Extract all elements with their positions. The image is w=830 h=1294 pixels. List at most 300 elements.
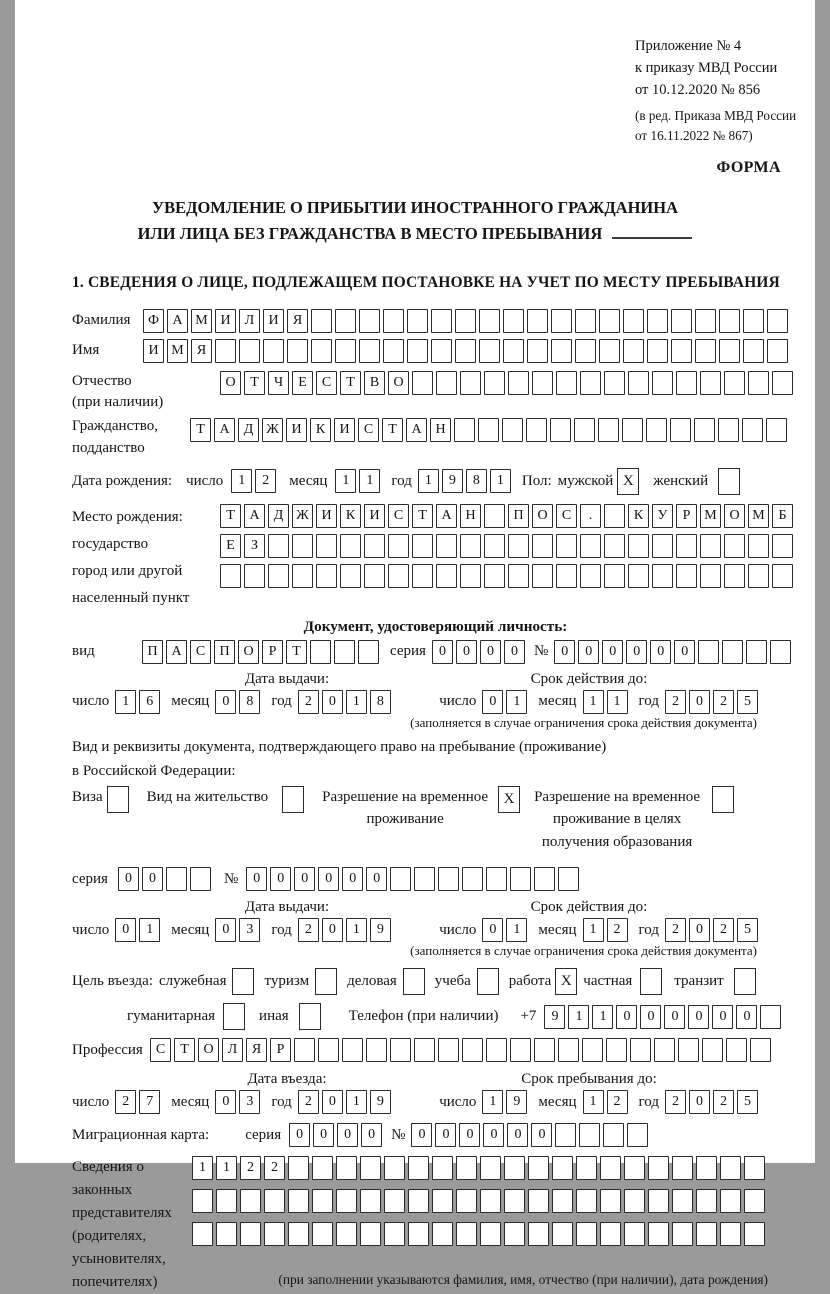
char-box[interactable] xyxy=(340,534,361,558)
char-box[interactable]: Т xyxy=(286,640,307,664)
char-box[interactable]: 2 xyxy=(115,1090,136,1114)
char-box[interactable]: Ж xyxy=(292,504,313,528)
char-box[interactable] xyxy=(504,1189,525,1213)
char-box[interactable] xyxy=(720,1222,741,1246)
identity-doc-series-boxes[interactable] xyxy=(432,640,528,664)
char-box[interactable] xyxy=(456,1156,477,1180)
char-box[interactable] xyxy=(654,1038,675,1062)
stay-year-boxes[interactable] xyxy=(665,1090,761,1114)
char-box[interactable] xyxy=(698,640,719,664)
char-box[interactable]: 1 xyxy=(418,469,439,493)
char-box[interactable] xyxy=(408,1222,429,1246)
char-box[interactable]: 0 xyxy=(688,1005,709,1029)
char-box[interactable] xyxy=(696,1156,717,1180)
char-box[interactable] xyxy=(480,1156,501,1180)
entry-day-boxes[interactable] xyxy=(115,1090,163,1114)
stay-day-boxes[interactable] xyxy=(482,1090,530,1114)
char-box[interactable]: У xyxy=(652,504,673,528)
char-box[interactable] xyxy=(600,1222,621,1246)
char-box[interactable] xyxy=(318,1038,339,1062)
char-box[interactable] xyxy=(652,564,673,588)
char-box[interactable] xyxy=(460,371,481,395)
char-box[interactable] xyxy=(510,1038,531,1062)
char-box[interactable]: К xyxy=(628,504,649,528)
char-box[interactable] xyxy=(574,418,595,442)
char-box[interactable]: О xyxy=(198,1038,219,1062)
representatives-boxes-3[interactable] xyxy=(192,1222,768,1246)
char-box[interactable] xyxy=(503,339,524,363)
char-box[interactable]: Р xyxy=(270,1038,291,1062)
char-box[interactable]: 1 xyxy=(231,469,252,493)
char-box[interactable] xyxy=(556,371,577,395)
char-box[interactable] xyxy=(552,1156,573,1180)
char-box[interactable]: 0 xyxy=(289,1123,310,1147)
char-box[interactable] xyxy=(192,1222,213,1246)
char-box[interactable] xyxy=(624,1156,645,1180)
char-box[interactable] xyxy=(744,1156,765,1180)
birth-place-boxes-1[interactable] xyxy=(220,504,796,528)
char-box[interactable] xyxy=(624,1222,645,1246)
char-box[interactable] xyxy=(720,1156,741,1180)
char-box[interactable] xyxy=(215,339,236,363)
char-box[interactable] xyxy=(646,418,667,442)
char-box[interactable]: Л xyxy=(222,1038,243,1062)
char-box[interactable]: 0 xyxy=(664,1005,685,1029)
char-box[interactable] xyxy=(696,1189,717,1213)
char-box[interactable]: 1 xyxy=(139,918,160,942)
char-box[interactable]: 0 xyxy=(142,867,163,891)
char-box[interactable] xyxy=(312,1189,333,1213)
char-box[interactable] xyxy=(220,564,241,588)
char-box[interactable] xyxy=(239,339,260,363)
char-box[interactable] xyxy=(484,534,505,558)
char-box[interactable]: 9 xyxy=(544,1005,565,1029)
char-box[interactable] xyxy=(772,371,793,395)
char-box[interactable] xyxy=(558,1038,579,1062)
char-box[interactable]: Ж xyxy=(262,418,283,442)
char-box[interactable] xyxy=(652,371,673,395)
char-box[interactable] xyxy=(384,1156,405,1180)
char-box[interactable]: 0 xyxy=(215,1090,236,1114)
char-box[interactable]: 1 xyxy=(506,918,527,942)
char-box[interactable] xyxy=(604,564,625,588)
char-box[interactable] xyxy=(552,1222,573,1246)
char-box[interactable] xyxy=(432,1189,453,1213)
char-box[interactable] xyxy=(383,339,404,363)
char-box[interactable]: 2 xyxy=(607,1090,628,1114)
char-box[interactable] xyxy=(720,1189,741,1213)
char-box[interactable]: И xyxy=(316,504,337,528)
char-box[interactable]: И xyxy=(364,504,385,528)
char-box[interactable] xyxy=(192,1189,213,1213)
char-box[interactable] xyxy=(360,1156,381,1180)
purpose-business-checkbox[interactable] xyxy=(403,968,425,995)
char-box[interactable] xyxy=(484,371,505,395)
char-box[interactable]: Т xyxy=(340,371,361,395)
char-box[interactable]: В xyxy=(364,371,385,395)
char-box[interactable] xyxy=(364,534,385,558)
char-box[interactable] xyxy=(478,418,499,442)
char-box[interactable] xyxy=(748,564,769,588)
char-box[interactable]: 0 xyxy=(674,640,695,664)
char-box[interactable] xyxy=(700,371,721,395)
char-box[interactable]: 9 xyxy=(506,1090,527,1114)
char-box[interactable] xyxy=(508,371,529,395)
char-box[interactable]: М xyxy=(700,504,721,528)
char-box[interactable] xyxy=(414,867,435,891)
char-box[interactable] xyxy=(460,564,481,588)
birth-place-boxes-2[interactable] xyxy=(220,534,796,558)
residence-issue-month-boxes[interactable] xyxy=(215,918,263,942)
char-box[interactable] xyxy=(772,534,793,558)
identity-issue-year-boxes[interactable] xyxy=(298,690,394,714)
char-box[interactable] xyxy=(648,1156,669,1180)
char-box[interactable]: И xyxy=(286,418,307,442)
char-box[interactable]: 1 xyxy=(359,469,380,493)
char-box[interactable] xyxy=(582,1038,603,1062)
purpose-tourism-checkbox[interactable] xyxy=(315,968,337,995)
char-box[interactable] xyxy=(556,534,577,558)
char-box[interactable] xyxy=(627,1123,648,1147)
char-box[interactable]: 1 xyxy=(346,918,367,942)
char-box[interactable] xyxy=(648,1222,669,1246)
char-box[interactable] xyxy=(432,1156,453,1180)
char-box[interactable]: М xyxy=(191,309,212,333)
char-box[interactable]: 1 xyxy=(115,690,136,714)
char-box[interactable] xyxy=(288,1222,309,1246)
char-box[interactable]: 0 xyxy=(115,918,136,942)
char-box[interactable]: 5 xyxy=(737,1090,758,1114)
char-box[interactable]: 3 xyxy=(239,918,260,942)
char-box[interactable]: 1 xyxy=(216,1156,237,1180)
char-box[interactable]: 0 xyxy=(322,1090,343,1114)
residence-issue-year-boxes[interactable] xyxy=(298,918,394,942)
char-box[interactable]: 0 xyxy=(626,640,647,664)
birth-day-boxes[interactable] xyxy=(231,469,279,493)
char-box[interactable]: И xyxy=(215,309,236,333)
char-box[interactable] xyxy=(628,564,649,588)
char-box[interactable]: С xyxy=(358,418,379,442)
purpose-transit-checkbox[interactable] xyxy=(734,968,756,995)
char-box[interactable] xyxy=(504,1156,525,1180)
char-box[interactable] xyxy=(623,339,644,363)
char-box[interactable] xyxy=(484,564,505,588)
char-box[interactable] xyxy=(742,418,763,442)
given-name-boxes[interactable] xyxy=(143,339,791,363)
char-box[interactable] xyxy=(316,564,337,588)
residence-expiry-day-boxes[interactable] xyxy=(482,918,530,942)
char-box[interactable]: Ч xyxy=(268,371,289,395)
char-box[interactable]: 0 xyxy=(504,640,525,664)
char-box[interactable] xyxy=(240,1222,261,1246)
char-box[interactable] xyxy=(292,564,313,588)
char-box[interactable] xyxy=(551,309,572,333)
char-box[interactable] xyxy=(408,1189,429,1213)
char-box[interactable]: Т xyxy=(382,418,403,442)
char-box[interactable] xyxy=(598,418,619,442)
char-box[interactable]: А xyxy=(214,418,235,442)
char-box[interactable] xyxy=(438,1038,459,1062)
char-box[interactable] xyxy=(436,534,457,558)
char-box[interactable] xyxy=(600,1189,621,1213)
char-box[interactable] xyxy=(552,1189,573,1213)
char-box[interactable]: 0 xyxy=(459,1123,480,1147)
char-box[interactable] xyxy=(726,1038,747,1062)
identity-issue-day-boxes[interactable] xyxy=(115,690,163,714)
char-box[interactable] xyxy=(312,1156,333,1180)
char-box[interactable]: 0 xyxy=(246,867,267,891)
char-box[interactable] xyxy=(216,1189,237,1213)
char-box[interactable] xyxy=(676,534,697,558)
char-box[interactable] xyxy=(503,309,524,333)
char-box[interactable] xyxy=(743,309,764,333)
char-box[interactable] xyxy=(456,1222,477,1246)
char-box[interactable] xyxy=(480,1189,501,1213)
char-box[interactable]: 8 xyxy=(370,690,391,714)
char-box[interactable] xyxy=(623,309,644,333)
char-box[interactable] xyxy=(575,339,596,363)
entry-month-boxes[interactable] xyxy=(215,1090,263,1114)
char-box[interactable]: 0 xyxy=(480,640,501,664)
identity-issue-month-boxes[interactable] xyxy=(215,690,263,714)
char-box[interactable]: Д xyxy=(238,418,259,442)
char-box[interactable] xyxy=(604,534,625,558)
char-box[interactable]: 2 xyxy=(240,1156,261,1180)
char-box[interactable]: О xyxy=(238,640,259,664)
char-box[interactable] xyxy=(480,1222,501,1246)
char-box[interactable] xyxy=(412,534,433,558)
char-box[interactable]: 0 xyxy=(689,690,710,714)
char-box[interactable] xyxy=(240,1189,261,1213)
char-box[interactable] xyxy=(580,564,601,588)
char-box[interactable] xyxy=(335,309,356,333)
char-box[interactable] xyxy=(263,339,284,363)
char-box[interactable]: М xyxy=(748,504,769,528)
char-box[interactable]: И xyxy=(263,309,284,333)
char-box[interactable]: С xyxy=(388,504,409,528)
char-box[interactable] xyxy=(746,640,767,664)
char-box[interactable] xyxy=(407,339,428,363)
char-box[interactable]: 0 xyxy=(342,867,363,891)
char-box[interactable] xyxy=(695,339,716,363)
char-box[interactable]: К xyxy=(340,504,361,528)
char-box[interactable]: 7 xyxy=(139,1090,160,1114)
char-box[interactable]: 2 xyxy=(665,690,686,714)
char-box[interactable]: П xyxy=(508,504,529,528)
char-box[interactable] xyxy=(772,564,793,588)
char-box[interactable] xyxy=(336,1189,357,1213)
char-box[interactable]: 0 xyxy=(507,1123,528,1147)
char-box[interactable] xyxy=(264,1222,285,1246)
char-box[interactable]: А xyxy=(166,640,187,664)
char-box[interactable]: Р xyxy=(262,640,283,664)
char-box[interactable] xyxy=(750,1038,771,1062)
char-box[interactable]: А xyxy=(244,504,265,528)
char-box[interactable] xyxy=(316,534,337,558)
purpose-study-checkbox[interactable] xyxy=(477,968,499,995)
char-box[interactable] xyxy=(414,1038,435,1062)
char-box[interactable]: 0 xyxy=(616,1005,637,1029)
char-box[interactable]: 1 xyxy=(346,1090,367,1114)
char-box[interactable]: 2 xyxy=(264,1156,285,1180)
char-box[interactable] xyxy=(724,564,745,588)
char-box[interactable]: Д xyxy=(268,504,289,528)
char-box[interactable]: Т xyxy=(174,1038,195,1062)
char-box[interactable]: 5 xyxy=(737,918,758,942)
char-box[interactable] xyxy=(576,1189,597,1213)
char-box[interactable] xyxy=(719,339,740,363)
char-box[interactable]: 2 xyxy=(298,690,319,714)
char-box[interactable]: 0 xyxy=(318,867,339,891)
char-box[interactable] xyxy=(599,339,620,363)
char-box[interactable] xyxy=(479,309,500,333)
char-box[interactable] xyxy=(294,1038,315,1062)
char-box[interactable]: 0 xyxy=(712,1005,733,1029)
char-box[interactable]: 0 xyxy=(482,918,503,942)
char-box[interactable]: К xyxy=(310,418,331,442)
char-box[interactable]: П xyxy=(142,640,163,664)
char-box[interactable]: Я xyxy=(287,309,308,333)
char-box[interactable]: 1 xyxy=(592,1005,613,1029)
char-box[interactable]: 0 xyxy=(650,640,671,664)
char-box[interactable]: З xyxy=(244,534,265,558)
char-box[interactable] xyxy=(767,339,788,363)
char-box[interactable] xyxy=(384,1222,405,1246)
char-box[interactable]: 0 xyxy=(270,867,291,891)
char-box[interactable] xyxy=(696,1222,717,1246)
char-box[interactable]: 0 xyxy=(118,867,139,891)
char-box[interactable] xyxy=(766,418,787,442)
char-box[interactable]: 0 xyxy=(640,1005,661,1029)
char-box[interactable] xyxy=(526,418,547,442)
char-box[interactable] xyxy=(454,418,475,442)
char-box[interactable] xyxy=(628,534,649,558)
char-box[interactable] xyxy=(695,309,716,333)
char-box[interactable] xyxy=(431,339,452,363)
char-box[interactable] xyxy=(702,1038,723,1062)
char-box[interactable] xyxy=(767,309,788,333)
char-box[interactable] xyxy=(268,534,289,558)
char-box[interactable] xyxy=(310,640,331,664)
char-box[interactable] xyxy=(292,534,313,558)
char-box[interactable]: Е xyxy=(292,371,313,395)
char-box[interactable] xyxy=(288,1156,309,1180)
char-box[interactable] xyxy=(216,1222,237,1246)
char-box[interactable]: Ф xyxy=(143,309,164,333)
char-box[interactable] xyxy=(287,339,308,363)
char-box[interactable] xyxy=(648,1189,669,1213)
char-box[interactable] xyxy=(384,1189,405,1213)
char-box[interactable]: 2 xyxy=(665,918,686,942)
char-box[interactable] xyxy=(166,867,187,891)
char-box[interactable] xyxy=(508,564,529,588)
char-box[interactable]: 2 xyxy=(713,1090,734,1114)
char-box[interactable]: А xyxy=(167,309,188,333)
char-box[interactable]: 1 xyxy=(346,690,367,714)
char-box[interactable]: И xyxy=(143,339,164,363)
migration-card-number-boxes[interactable] xyxy=(411,1123,651,1147)
char-box[interactable] xyxy=(462,1038,483,1062)
char-box[interactable] xyxy=(600,1156,621,1180)
char-box[interactable] xyxy=(360,1222,381,1246)
char-box[interactable] xyxy=(508,534,529,558)
char-box[interactable] xyxy=(550,418,571,442)
char-box[interactable] xyxy=(603,1123,624,1147)
char-box[interactable]: О xyxy=(532,504,553,528)
char-box[interactable] xyxy=(624,1189,645,1213)
char-box[interactable] xyxy=(412,371,433,395)
char-box[interactable] xyxy=(534,1038,555,1062)
char-box[interactable]: 0 xyxy=(531,1123,552,1147)
char-box[interactable] xyxy=(484,504,505,528)
char-box[interactable] xyxy=(455,339,476,363)
residence-expiry-year-boxes[interactable] xyxy=(665,918,761,942)
purpose-other-checkbox[interactable] xyxy=(299,1003,321,1030)
char-box[interactable]: А xyxy=(436,504,457,528)
char-box[interactable] xyxy=(719,309,740,333)
char-box[interactable] xyxy=(190,867,211,891)
char-box[interactable] xyxy=(579,1123,600,1147)
char-box[interactable] xyxy=(606,1038,627,1062)
char-box[interactable] xyxy=(364,564,385,588)
char-box[interactable]: 0 xyxy=(411,1123,432,1147)
char-box[interactable] xyxy=(383,309,404,333)
char-box[interactable] xyxy=(532,371,553,395)
char-box[interactable] xyxy=(336,1156,357,1180)
identity-doc-number-boxes[interactable] xyxy=(554,640,794,664)
char-box[interactable] xyxy=(770,640,791,664)
char-box[interactable]: 1 xyxy=(583,690,604,714)
char-box[interactable] xyxy=(647,309,668,333)
char-box[interactable]: 0 xyxy=(456,640,477,664)
char-box[interactable]: Т xyxy=(190,418,211,442)
char-box[interactable]: Н xyxy=(460,504,481,528)
char-box[interactable] xyxy=(604,371,625,395)
char-box[interactable]: И xyxy=(334,418,355,442)
char-box[interactable] xyxy=(630,1038,651,1062)
char-box[interactable] xyxy=(460,534,481,558)
patronymic-boxes[interactable] xyxy=(220,371,796,395)
char-box[interactable]: С xyxy=(150,1038,171,1062)
char-box[interactable] xyxy=(532,564,553,588)
char-box[interactable]: 0 xyxy=(736,1005,757,1029)
char-box[interactable] xyxy=(412,564,433,588)
char-box[interactable] xyxy=(359,309,380,333)
identity-expiry-year-boxes[interactable] xyxy=(665,690,761,714)
char-box[interactable]: 0 xyxy=(294,867,315,891)
char-box[interactable]: Т xyxy=(412,504,433,528)
sex-male-checkbox[interactable]: X xyxy=(617,468,639,495)
migration-card-series-boxes[interactable] xyxy=(289,1123,385,1147)
char-box[interactable]: 0 xyxy=(689,1090,710,1114)
char-box[interactable] xyxy=(358,640,379,664)
char-box[interactable]: 0 xyxy=(313,1123,334,1147)
char-box[interactable]: 6 xyxy=(139,690,160,714)
profession-boxes[interactable] xyxy=(150,1038,774,1062)
char-box[interactable]: 2 xyxy=(607,918,628,942)
char-box[interactable]: Б xyxy=(772,504,793,528)
char-box[interactable]: С xyxy=(190,640,211,664)
purpose-humanitarian-checkbox[interactable] xyxy=(223,1003,245,1030)
sex-female-checkbox[interactable] xyxy=(718,468,740,495)
temp-residence-checkbox[interactable]: X xyxy=(498,786,520,813)
char-box[interactable]: 0 xyxy=(602,640,623,664)
char-box[interactable] xyxy=(676,371,697,395)
birth-place-boxes-3[interactable] xyxy=(220,564,796,588)
entry-year-boxes[interactable] xyxy=(298,1090,394,1114)
char-box[interactable] xyxy=(264,1189,285,1213)
char-box[interactable] xyxy=(599,309,620,333)
